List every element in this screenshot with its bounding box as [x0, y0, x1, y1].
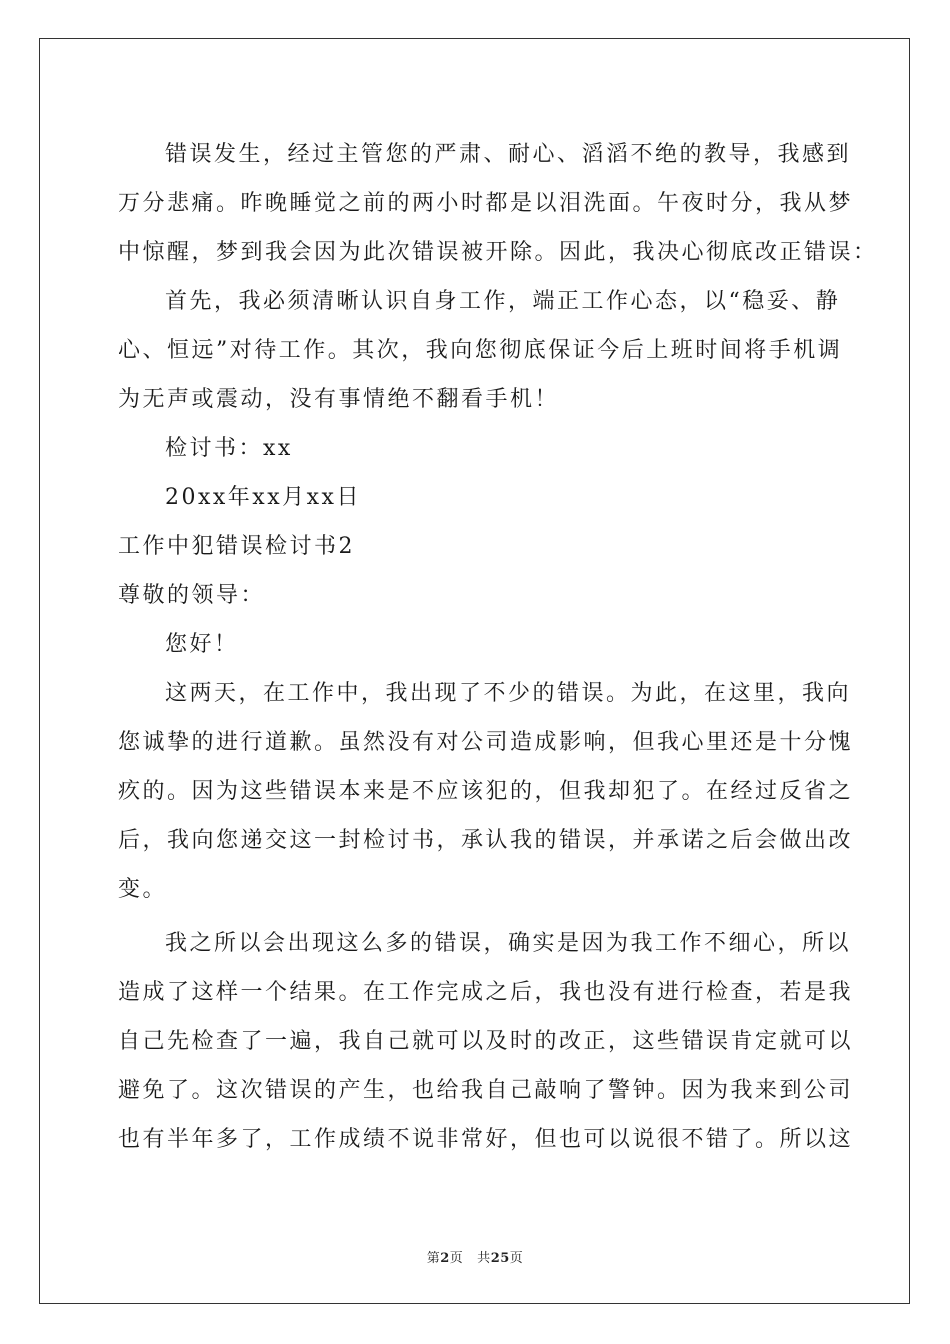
text-line: 您好！ — [165, 632, 239, 657]
text-line: 心、恒远”对待工作。其次，我向您彻底保证今后上班时间将手机调 — [118, 338, 843, 363]
footer-total-pages: 25 — [490, 1251, 510, 1266]
document-body — [118, 130, 878, 1164]
text-line: 后，我向您递交这一封检讨书，承认我的错误，并承诺之后会做出改 — [118, 828, 854, 853]
text-line: 错误发生，经过主管您的严肃、耐心、滔滔不绝的教导，我感到 — [165, 142, 852, 167]
footer-total-suffix: 页 — [509, 1251, 524, 1266]
text-line: 造成了这样一个结果。在工作完成之后，我也没有进行检查，若是我 — [118, 980, 854, 1005]
paragraph — [118, 424, 848, 473]
text-line: 疚的。因为这些错误本来是不应该犯的，但我却犯了。在经过反省之 — [118, 779, 854, 804]
text-line: 我之所以会出现这么多的错误，确实是因为我工作不细心，所以 — [165, 931, 852, 956]
paragraph — [118, 571, 848, 620]
text-line: 中惊醒，梦到我会因为此次错误被开除。因此，我决心彻底改正错误： — [118, 240, 878, 265]
footer-page-word: 页 — [449, 1251, 464, 1266]
paragraph — [118, 669, 854, 914]
text-line: 万分悲痛。昨晚睡觉之前的两小时都是以泪洗面。午夜时分，我从梦 — [118, 191, 854, 216]
paragraph — [118, 620, 848, 669]
text-line: 检讨书：xx — [165, 436, 293, 461]
text-line: 首先，我必须清晰认识自身工作，端正工作心态，以“稳妥、静 — [165, 289, 841, 314]
paragraph — [118, 277, 848, 424]
text-line: 变。 — [118, 877, 168, 902]
text-line: 尊敬的领导： — [118, 583, 266, 608]
text-line: 20xx年xx月xx日 — [165, 485, 361, 510]
paragraph — [118, 919, 854, 1164]
text-line: 自己先检查了一遍，我自己就可以及时的改正，这些错误肯定就可以 — [118, 1029, 854, 1054]
text-line: 也有半年多了，工作成绩不说非常好，但也可以说很不错了。所以这 — [118, 1127, 854, 1152]
text-line: 为无声或震动，没有事情绝不翻看手机！ — [118, 387, 560, 412]
footer-prefix: 第 — [426, 1251, 441, 1266]
paragraph — [118, 473, 848, 522]
paragraph — [118, 522, 848, 571]
text-line: 避免了。这次错误的产生，也给我自己敲响了警钟。因为我来到公司 — [118, 1078, 854, 1103]
text-line: 您诚挚的进行道歉。虽然没有对公司造成影响，但我心里还是十分愧 — [118, 730, 854, 755]
page-footer — [0, 1247, 950, 1266]
text-line: 工作中犯错误检讨书2 — [118, 534, 355, 559]
footer-total-prefix: 共 — [477, 1251, 491, 1266]
footer-current-page: 2 — [440, 1251, 450, 1266]
paragraph — [118, 130, 878, 277]
text-line: 这两天，在工作中，我出现了不少的错误。为此，在这里，我向 — [165, 681, 852, 706]
